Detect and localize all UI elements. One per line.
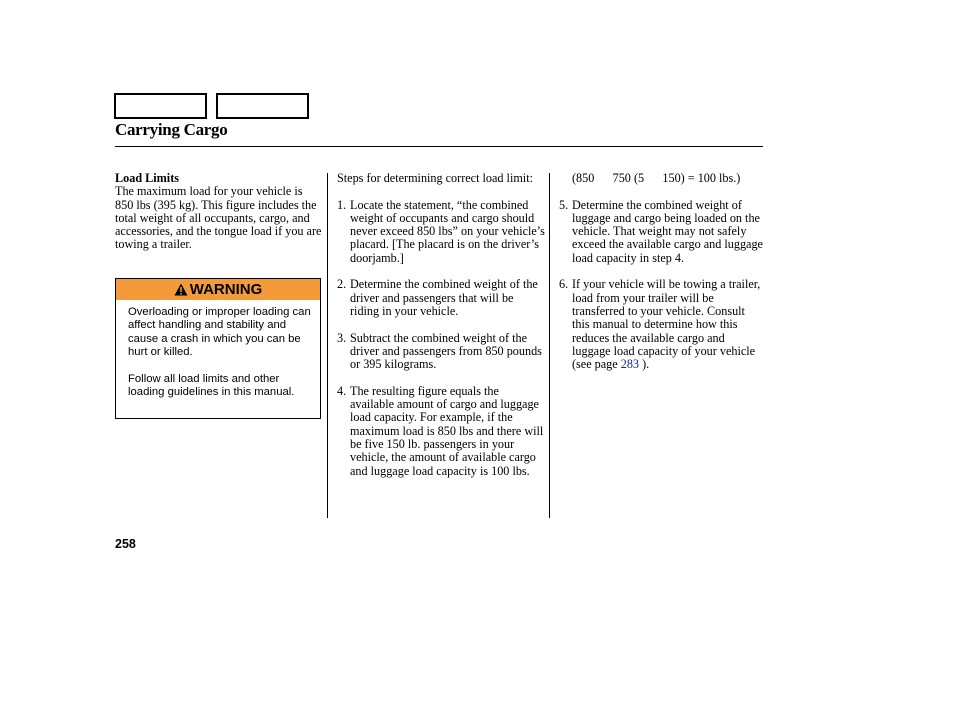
page-title: Carrying Cargo [115,120,228,139]
step-item [337,199,545,265]
step-text: Determine the combined weight of luggage and cargo being loaded on the vehicle. That weight may not safely exceed the available cargo and luggage load capacity in step 4. [572,197,763,265]
load-limits-body: The maximum load for your vehicle is 850 lbs (395 kg). This figure includes the total weight of all occupants, cargo, and accessories, and the tongue load if you are towing a trailer. [115,184,322,252]
step-number: 1. [337,197,347,212]
step-item [559,278,764,371]
warning-box [115,278,321,419]
step-item [559,199,764,265]
column-1 [115,172,323,252]
steps-list-continued [559,199,764,372]
load-limits-heading: Load Limits [115,171,179,185]
step-text: Subtract the combined weight of the driver and passengers from 850 pounds or 395 kilograms. [350,330,542,372]
page-number: 258 [115,537,136,551]
nav-button-next[interactable] [216,93,309,119]
page-reference-link[interactable]: 283 [620,357,640,372]
step-item [337,332,545,372]
step-number: 3. [337,330,347,345]
warning-header [116,279,320,300]
title-divider [115,146,763,147]
step-number: 5. [559,197,569,212]
step-text: Determine the combined weight of the driver and passengers that will be riding in your vehicle. [350,277,538,318]
example-calculation: (850 750 (5 150) = 100 lbs.) [572,171,741,185]
steps-intro: Steps for determining correct load limit: [337,171,533,185]
step-text-end: ). [639,357,650,372]
column-divider-1 [327,173,328,518]
nav-button-previous[interactable] [114,93,207,119]
warning-label: WARNING [189,281,263,298]
column-divider-2 [549,173,550,518]
step-number: 2. [337,277,347,292]
steps-list [337,199,545,478]
step-text: Locate the statement, “the combined weight of occupants and cargo should never exceed 850 lbs” on your vehicle’s placard. [The placard is on the driver’s doorjamb.] [350,197,545,265]
step-item [337,385,545,478]
step-text: The resulting figure equals the available amount of cargo and luggage load capacity. For example, if the maximum load is 850 lbs and there will be five 150 lb. passengers in your vehicle, the amount of available cargo and luggage load capacity is 100 lbs. [350,383,544,478]
warning-triangle-icon [174,283,188,296]
column-2 [337,172,545,491]
column-3 [559,172,764,385]
warning-paragraph: Overloading or improper loading can affect handling and stability and cause a crash in which you can be hurt or killed. [128,306,311,359]
warning-text [128,306,316,412]
step-item [337,278,545,318]
step-number: 6. [559,277,569,292]
step-number: 4. [337,383,347,398]
warning-paragraph: Follow all load limits and other loading guidelines in this manual. [128,372,295,399]
step-text: If your vehicle will be towing a trailer, load from your trailer will be transferred to your vehicle. Consult this manual to determine how this reduces the available cargo and luggage load capacity of your vehicle (see page [572,277,761,372]
